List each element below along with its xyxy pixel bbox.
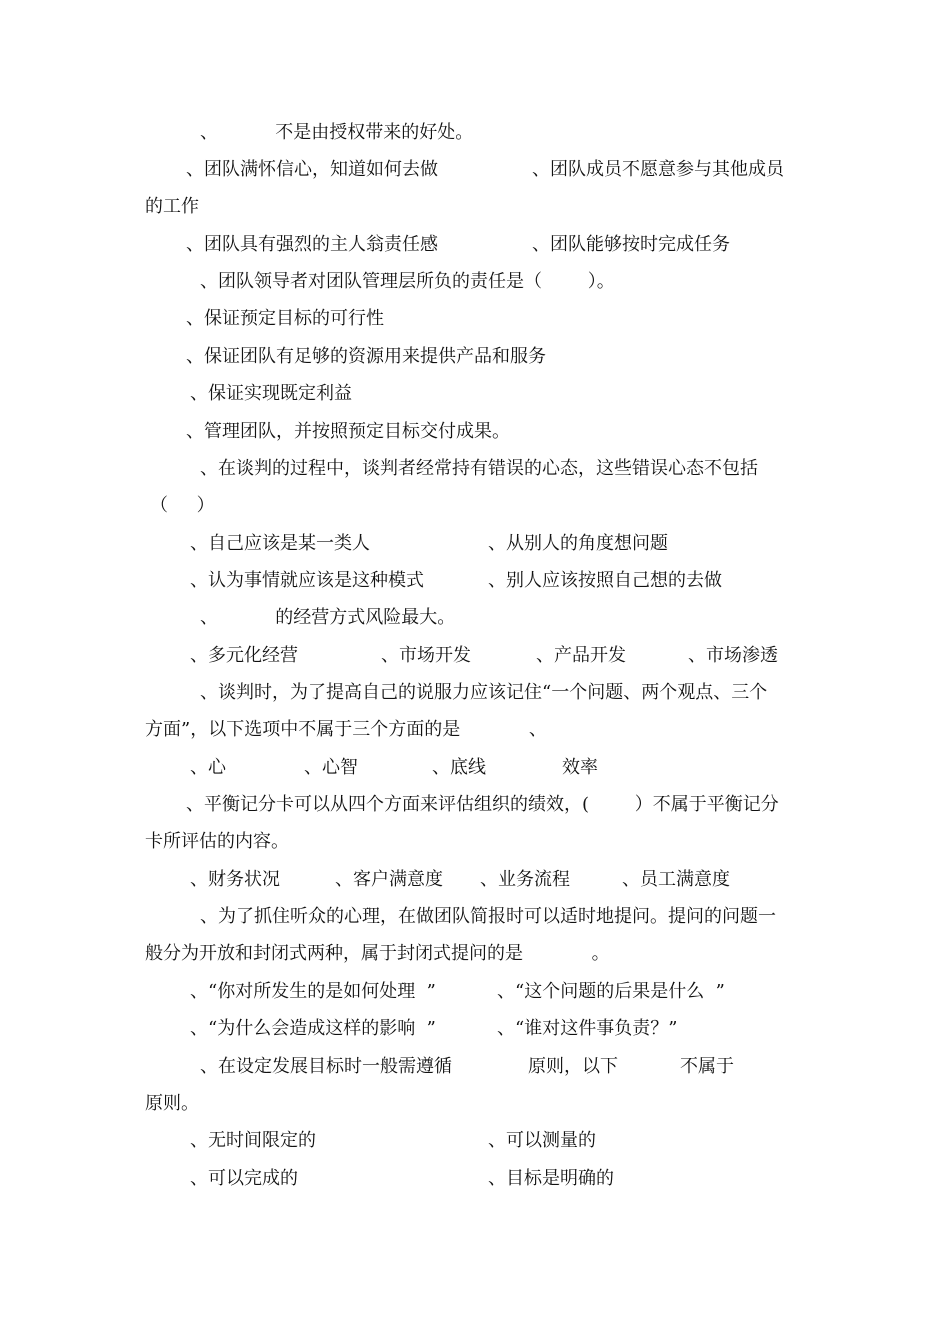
- option-a: 、自己应该是某一类人: [190, 533, 370, 554]
- question-text: 、团队领导者对团队管理层所负的责任是（ ）。: [200, 271, 615, 292]
- option-d: 效率: [562, 757, 598, 778]
- option-d: 、市场渗透: [688, 645, 778, 666]
- option-d: 、“谁对这件事负责？”: [497, 1018, 678, 1039]
- option-b: 、客户满意度: [335, 869, 443, 890]
- option-c: 、保证实现既定利益: [190, 383, 352, 404]
- option-d: 、员工满意度: [622, 869, 730, 890]
- option-b: 、市场开发: [381, 645, 471, 666]
- option-c: 、产品开发: [536, 645, 626, 666]
- option-c: 、可以完成的: [190, 1168, 298, 1189]
- question-text: 、在设定发展目标时一般需遵循: [200, 1056, 452, 1077]
- option-a: 、财务状况: [190, 869, 280, 890]
- option-b: 、心智: [304, 757, 358, 778]
- question-text-cont: 卡所评估的内容。: [145, 831, 289, 852]
- option-c: 、团队具有强烈的主人翁责任感: [186, 234, 438, 255]
- question-text-cont: 方面”，以下选项中不属于三个方面的是 、: [145, 719, 547, 740]
- question-text-cont: （ ）: [150, 495, 215, 516]
- option-c: 、底线: [432, 757, 486, 778]
- option-a: 、心: [190, 757, 226, 778]
- option-b: 、从别人的角度想问题: [488, 533, 668, 554]
- option-d: 、团队能够按时完成任务: [532, 234, 730, 255]
- option-a: 、无时间限定的: [190, 1130, 316, 1151]
- option-c: 、认为事情就应该是这种模式: [190, 570, 424, 591]
- question-text: 、谈判时，为了提高自己的说服力应该记住“一个问题、两个观点、三个: [200, 682, 768, 703]
- question-text-cont: 原则。: [145, 1093, 199, 1114]
- question-text: 、在谈判的过程中，谈判者经常持有错误的心态，这些错误心态不包括: [200, 458, 758, 479]
- question-text-part: 原则，以下: [528, 1056, 618, 1077]
- option-d: 、目标是明确的: [488, 1168, 614, 1189]
- option-c: 、“为什么会造成这样的影响 ”: [190, 1018, 436, 1039]
- option-b: 、可以测量的: [488, 1130, 596, 1151]
- option-a: 、多元化经营: [190, 645, 298, 666]
- option-a: 、保证预定目标的可行性: [186, 308, 384, 329]
- question-text-part: 不属于: [680, 1056, 734, 1077]
- option-a: 、团队满怀信心，知道如何去做: [186, 159, 438, 180]
- option-b-cont: 的工作: [145, 196, 199, 217]
- option-b: 、“这个问题的后果是什么 ”: [497, 981, 725, 1002]
- option-b: 、保证团队有足够的资源用来提供产品和服务: [186, 346, 546, 367]
- option-b: 、团队成员不愿意参与其他成员: [532, 159, 784, 180]
- q-header-text: 、 不是由授权带来的好处。: [200, 122, 474, 143]
- option-d: 、别人应该按照自己想的去做: [488, 570, 722, 591]
- option-a: 、“你对所发生的是如何处理 ”: [190, 981, 436, 1002]
- option-c: 、业务流程: [480, 869, 570, 890]
- question-text: 、 的经营方式风险最大。: [200, 607, 456, 628]
- question-text: 、平衡记分卡可以从四个方面来评估组织的绩效，( ）不属于平衡记分: [186, 794, 779, 815]
- question-text-cont: 般分为开放和封闭式两种，属于封闭式提问的是 。: [145, 943, 610, 964]
- question-text: 、为了抓住听众的心理，在做团队简报时可以适时地提问。提问的问题一: [200, 906, 776, 927]
- option-d: 、管理团队，并按照预定目标交付成果。: [186, 421, 510, 442]
